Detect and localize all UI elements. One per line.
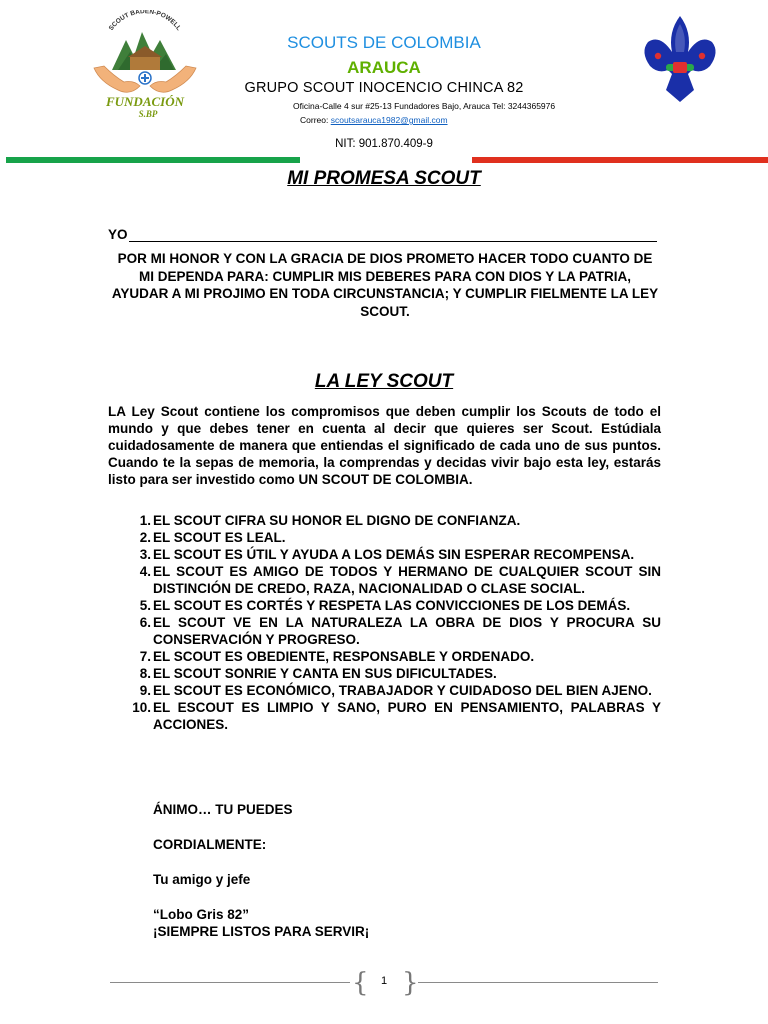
law-intro-paragraph: LA Ley Scout contiene los compromisos que deben cumplir los Scouts de todo el mundo y que debes tener en cuenta al decir que quieres ser Scout. Estúdiala cuidadosamente de manera que entiendas el significado de cada uno de sus puntos. Cuando te la sepas de memoria, la comprendas y decidas vivir bajo esta ley, estarás listo para ser investido como UN SCOUT DE COLOMBIA.: [108, 404, 661, 487]
law-item-number: 7.: [139, 649, 151, 664]
green-divider-stripe: [6, 157, 300, 163]
region-name: ARAUCA: [347, 58, 421, 77]
law-item-number: 1.: [139, 513, 151, 528]
animo-text: ÁNIMO… TU PUEDES: [153, 802, 293, 817]
nit-number: NIT: 901.870.409-9: [335, 138, 433, 150]
logo-top-text: SCOUT BADEN-POWELL: [107, 10, 183, 32]
page-number: 1: [380, 975, 388, 987]
law-item-number: 2.: [139, 530, 151, 545]
email-row: [300, 115, 448, 125]
law-item-text: EL SCOUT ES ECONÓMICO, TRABAJADOR Y CUIDADOSO DEL BIEN AJENO.: [153, 683, 652, 698]
law-item-number: 3.: [139, 547, 151, 562]
red-divider-stripe: [472, 157, 768, 163]
cordialmente-text: CORDIALMENTE:: [153, 837, 267, 852]
svg-text:SCOUT BADEN-POWELL: [108, 10, 182, 32]
law-item: [108, 563, 661, 597]
law-item: [108, 546, 661, 563]
law-item-text: EL SCOUT VE EN LA NATURALEZA LA OBRA DE DIOS Y PROCURA SU CONSERVACIÓN Y PROGRESO.: [153, 615, 661, 647]
footer-brace-left: {: [352, 968, 369, 998]
law-item: [108, 614, 661, 648]
footer-rule-left: [110, 982, 350, 983]
law-item: [108, 597, 661, 614]
office-address: Oficina-Calle 4 sur #25-13 Fundadores Bajo, Arauca Tel: 3244365976: [293, 101, 556, 111]
law-item-text: EL SCOUT CIFRA SU HONOR EL DIGNO DE CONFIANZA.: [153, 513, 521, 528]
name-blank-line[interactable]: [129, 227, 657, 242]
email-label: Correo:: [300, 115, 329, 125]
law-item: [108, 665, 661, 682]
promise-title: MI PROMESA SCOUT: [287, 168, 481, 189]
law-item-text: EL ESCOUT ES LIMPIO Y SANO, PURO EN PENSAMIENTO, PALABRAS Y ACCIONES.: [153, 700, 661, 732]
law-title: LA LEY SCOUT: [314, 371, 454, 392]
law-item-text: EL SCOUT ES AMIGO DE TODOS Y HERMANO DE CUALQUIER SCOUT SIN DISTINCIÓN DE CREDO, RAZA, NACIONALIDAD O CLASE SOCIAL.: [153, 564, 661, 596]
scout-law-list: [108, 512, 661, 733]
footer-brace-right: }: [402, 968, 419, 998]
law-item-number: 8.: [139, 666, 151, 681]
law-item-text: EL SCOUT ES OBEDIENTE, RESPONSABLE Y ORDENADO.: [153, 649, 535, 664]
logo-sub-text: S.BP: [138, 109, 158, 119]
law-item-number: 6.: [139, 615, 151, 630]
law-item: [108, 648, 661, 665]
motto-text: ¡SIEMPRE LISTOS PARA SERVIR¡: [153, 924, 370, 939]
signoff-text: Tu amigo y jefe: [153, 872, 251, 887]
group-name: GRUPO SCOUT INOCENCIO CHINCA 82: [244, 80, 524, 96]
law-item-number: 5.: [139, 598, 151, 613]
law-item-text: EL SCOUT SONRIE Y CANTA EN SUS DIFICULTADES.: [153, 666, 497, 681]
law-item-number: 4.: [139, 564, 151, 579]
yo-fill-line: [108, 227, 657, 242]
email-link[interactable]: scoutsarauca1982@gmail.com: [330, 115, 448, 125]
law-item: [108, 529, 661, 546]
yo-label: YO: [108, 227, 128, 242]
law-item-number: 10.: [132, 700, 151, 715]
law-item-text: EL SCOUT ES LEAL.: [153, 530, 286, 545]
logo-main-text: FUNDACIÓN: [105, 94, 185, 109]
law-item: [108, 512, 661, 529]
org-name: SCOUTS DE COLOMBIA: [287, 33, 481, 52]
law-item-text: EL SCOUT ES CORTÉS Y RESPETA LAS CONVICCIONES DE LOS DEMÁS.: [153, 598, 631, 613]
law-item-text: EL SCOUT ES ÚTIL Y AYUDA A LOS DEMÁS SIN ESPERAR RECOMPENSA.: [153, 547, 635, 562]
law-item: [108, 699, 661, 733]
leader-name: “Lobo Gris 82”: [153, 907, 250, 922]
law-item: [108, 682, 661, 699]
footer-rule-right: [418, 982, 658, 983]
promise-text: POR MI HONOR Y CON LA GRACIA DE DIOS PROMETO HACER TODO CUANTO DE MI DEPENDA PARA: CUMPLIR MIS DEBERES PARA CON DIOS Y LA PATRIA, AYUDAR A MI PROJIMO EN TODA CIRCUNSTANCIA; Y CUMPLIR FIELMENTE LA LEY SCOUT.: [111, 251, 659, 319]
law-item-number: 9.: [139, 683, 151, 698]
